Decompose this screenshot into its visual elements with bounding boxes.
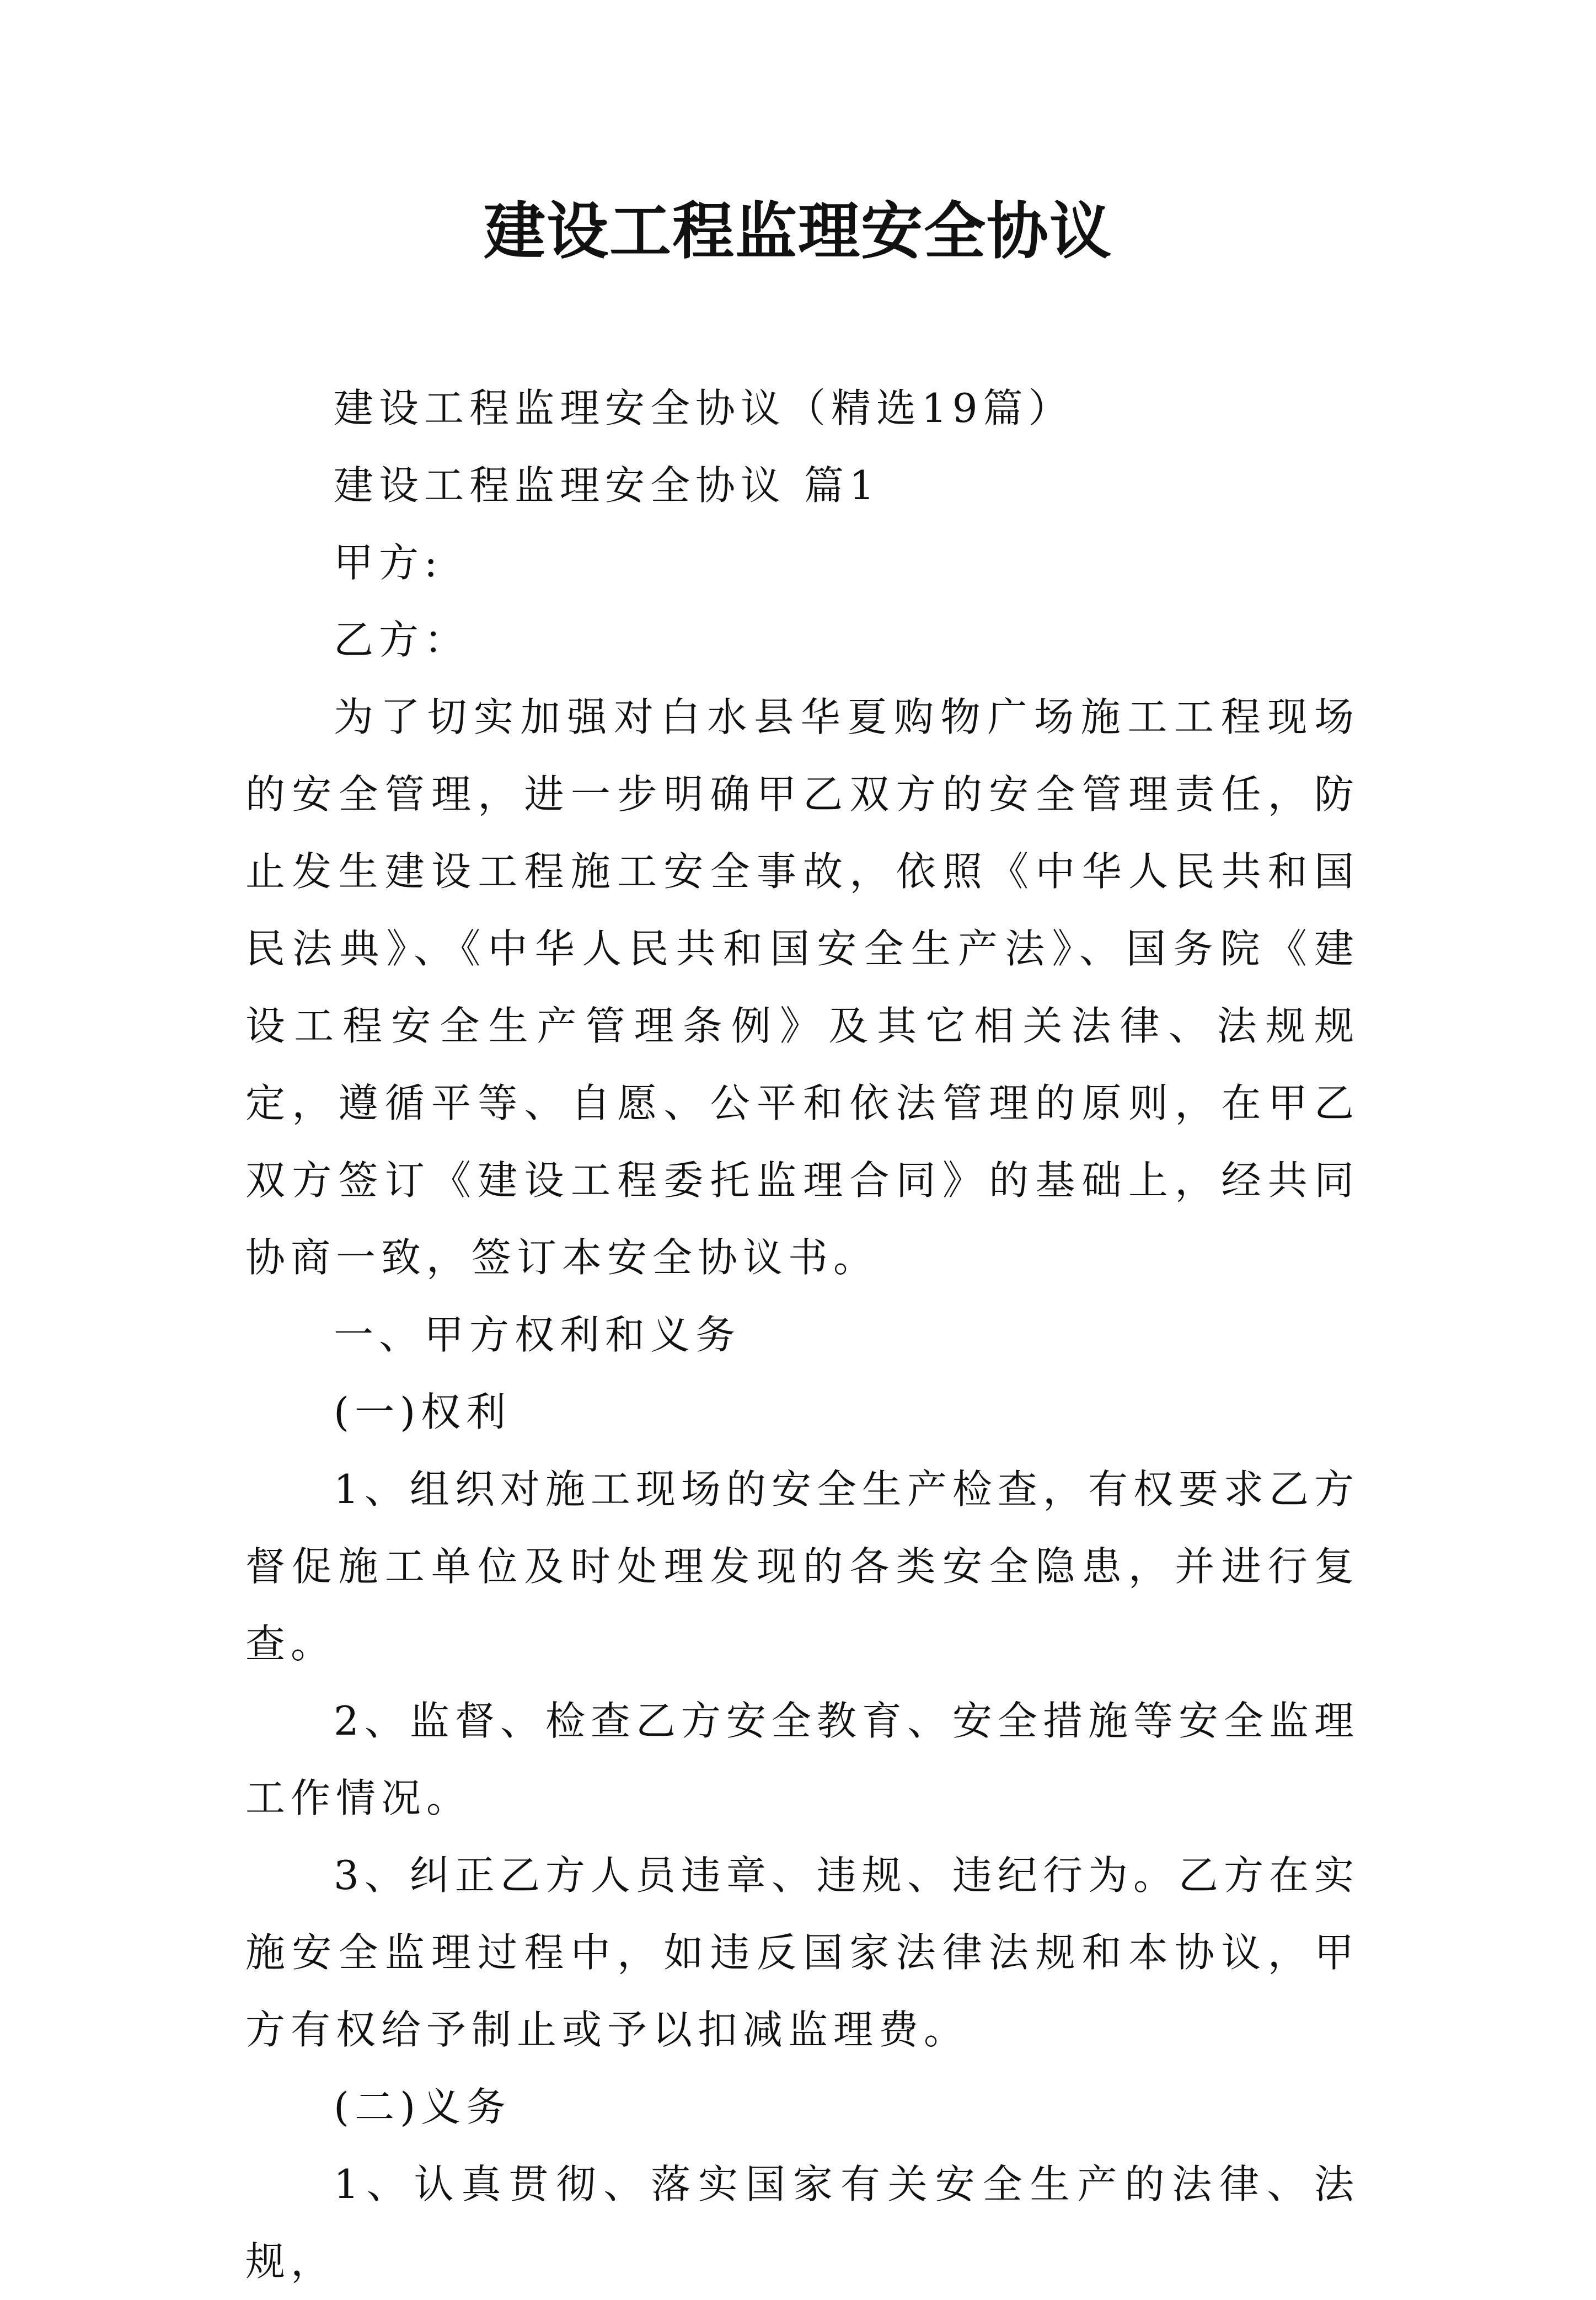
paragraph-heading-rights: (一)权利	[334, 1389, 512, 1435]
paragraph-right-1: 1、组织对施工现场的安全生产检查，有权要求乙方督促施工单位及时处理发现的各类安全隐患，并进行复查。	[245, 1466, 1359, 1667]
paragraph-preamble: 为了切实加强对白水县华夏购物广场施工工程现场的安全管理，进一步明确甲乙双方的安全管理责任，防止发生建设工程施工安全事故，依照《中华人民共和国民法典》、《中华人民共和国安全生产法》、国务院《建设工程安全生产管理条例》及其它相关法律、法规规定，遵循平等、自愿、公平和依法管理的原则，在甲乙双方签订《建设工程委托监理合同》的基础上，经共同协商一致，签订本安全协议书。	[245, 694, 1359, 1281]
paragraph-heading-duties: (二)义务	[334, 2084, 512, 2130]
document-body	[245, 370, 1359, 2300]
paragraph-heading-party-a-rights: 一、甲方权利和义务	[334, 1312, 741, 1358]
document-title: 建设工程监理安全协议	[484, 195, 1112, 268]
paragraph-duty-1: 1、认真贯彻、落实国家有关安全生产的法律、法规，	[245, 2161, 1359, 2285]
paragraph-subtitle: 建设工程监理安全协议（精选19篇）	[334, 385, 1074, 431]
paragraph-party-a: 甲方:	[334, 539, 443, 586]
paragraph-right-3: 3、纠正乙方人员违章、违规、违纪行为。乙方在实施安全监理过程中，如违反国家法律法规和本协议，甲方有权给予制止或予以扣减监理费。	[245, 1852, 1359, 2053]
paragraph-section-heading: 建设工程监理安全协议 篇1	[334, 462, 880, 509]
paragraph-right-2: 2、监督、检查乙方安全教育、安全措施等安全监理工作情况。	[245, 1698, 1359, 1821]
paragraph-party-b: 乙方：	[334, 617, 470, 663]
